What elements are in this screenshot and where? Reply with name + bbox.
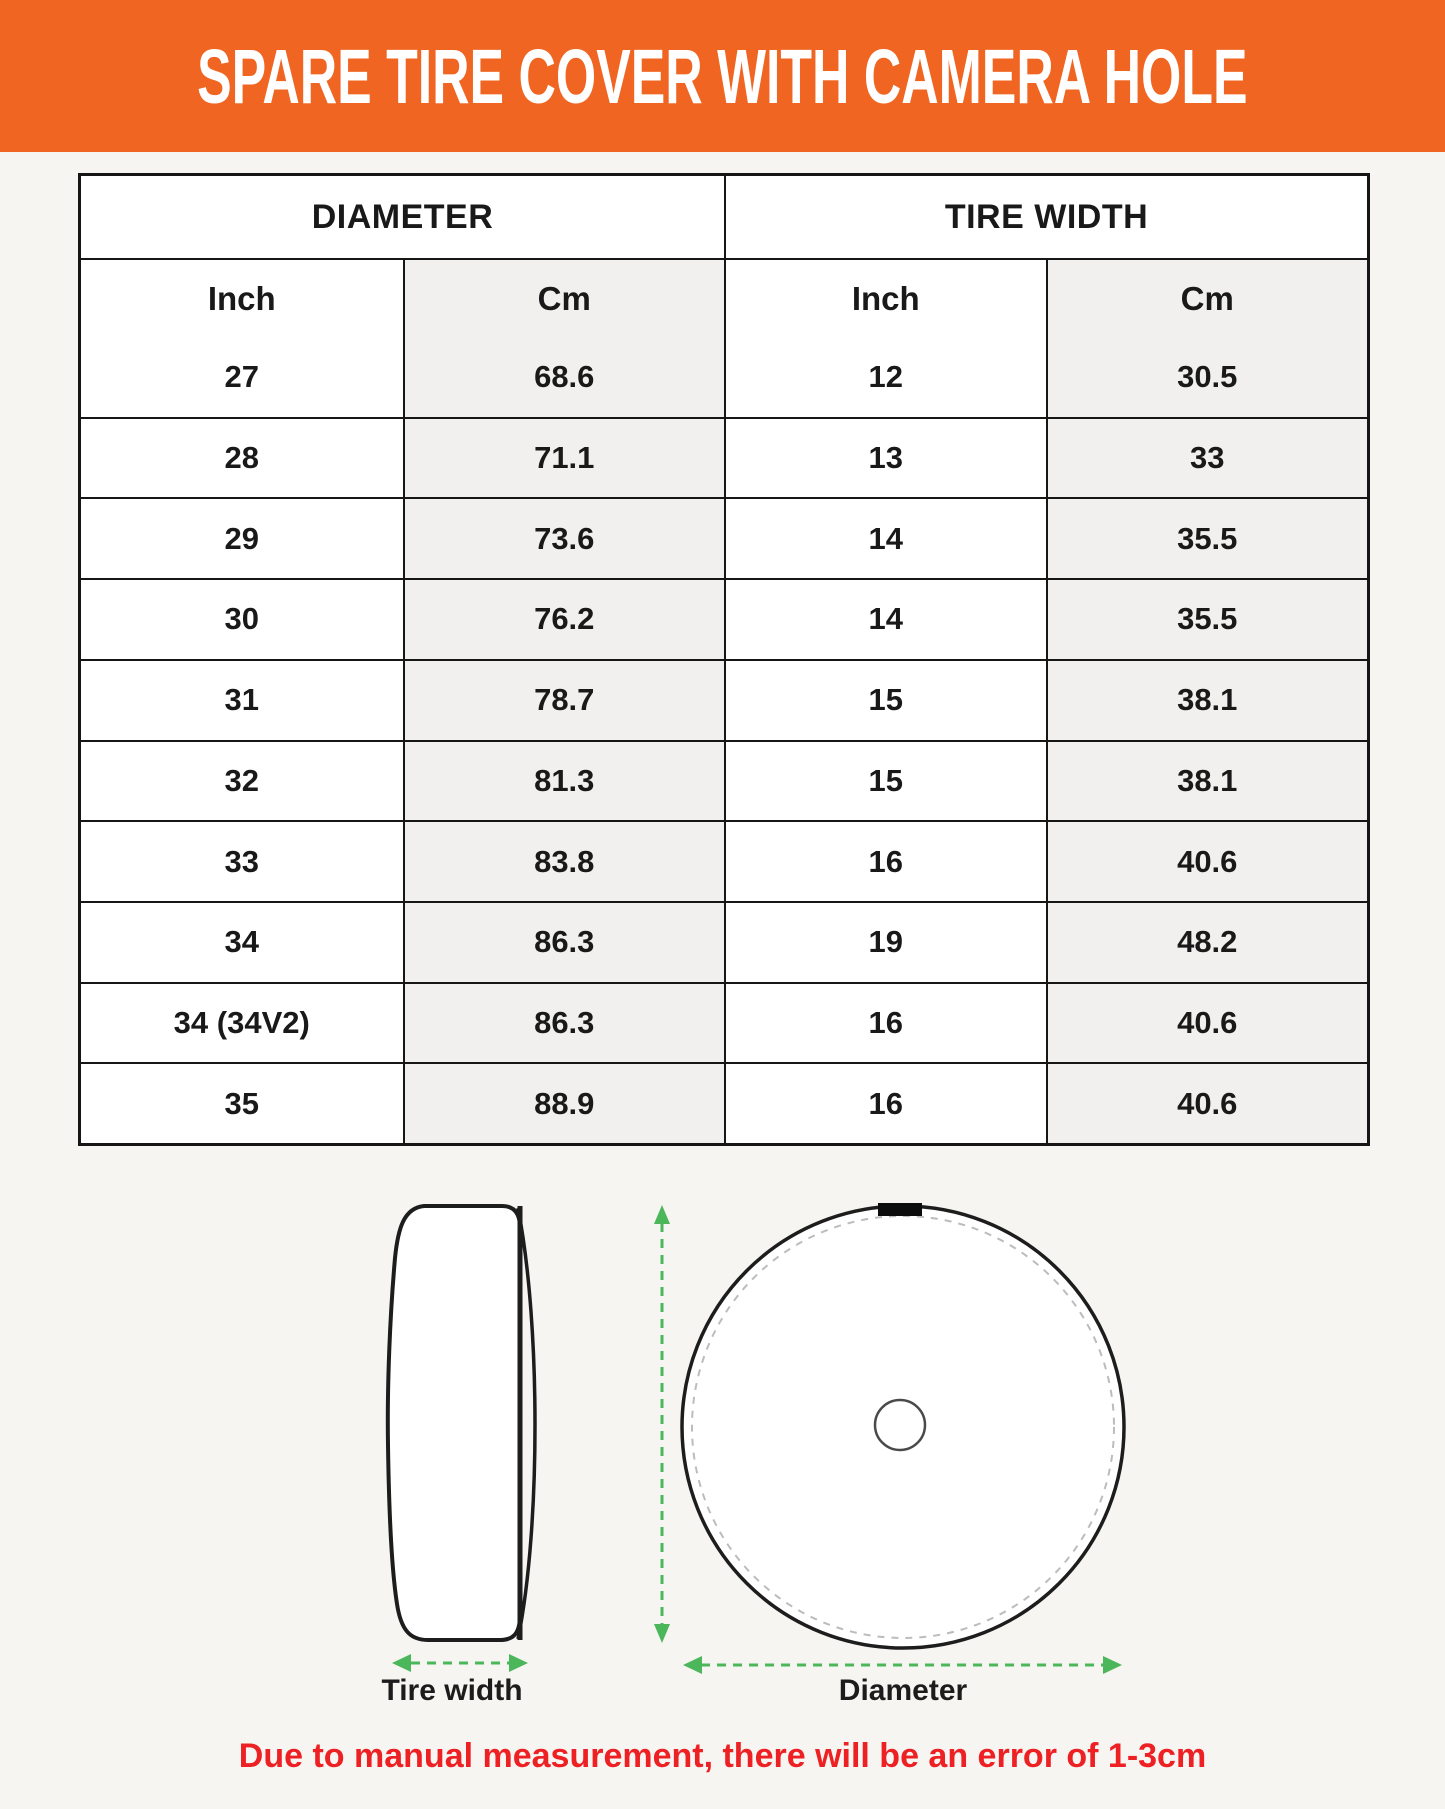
table-cell-width_cm: 40.6 <box>1046 1064 1368 1143</box>
table-row <box>81 901 1367 982</box>
tire-width-arrow <box>392 1654 528 1672</box>
table-cell-width_inch: 15 <box>724 661 1046 740</box>
table-row <box>81 982 1367 1063</box>
diameter-label: Diameter <box>838 1674 968 1707</box>
column-group-diameter: DIAMETER <box>81 176 724 258</box>
table-cell-diameter_cm: 86.3 <box>403 984 725 1063</box>
table-cell-width_cm: 38.1 <box>1046 742 1368 821</box>
table-cell-width_inch: 16 <box>724 984 1046 1063</box>
table-cell-diameter_cm: 86.3 <box>403 903 725 982</box>
table-row <box>81 578 1367 659</box>
table-row <box>81 417 1367 498</box>
table-subheader-row <box>81 258 1367 338</box>
column-group-tire-width: TIRE WIDTH <box>724 176 1367 258</box>
table-row <box>81 1062 1367 1143</box>
table-cell-width_cm: 33 <box>1046 419 1368 498</box>
table-cell-width_inch: 16 <box>724 822 1046 901</box>
table-cell-diameter_inch: 34 <box>81 903 403 982</box>
tire-width-label: Tire width <box>381 1674 523 1707</box>
size-chart-table <box>78 173 1370 1146</box>
table-cell-width_inch: 12 <box>724 338 1046 417</box>
table-cell-width_inch: 15 <box>724 742 1046 821</box>
table-row <box>81 740 1367 821</box>
table-cell-diameter_cm: 83.8 <box>403 822 725 901</box>
table-cell-diameter_cm: 76.2 <box>403 580 725 659</box>
table-cell-diameter_cm: 71.1 <box>403 419 725 498</box>
table-cell-width_cm: 48.2 <box>1046 903 1368 982</box>
table-cell-diameter_inch: 32 <box>81 742 403 821</box>
table-cell-width_cm: 40.6 <box>1046 984 1368 1063</box>
table-cell-diameter_inch: 33 <box>81 822 403 901</box>
table-cell-diameter_cm: 88.9 <box>403 1064 725 1143</box>
table-cell-diameter_inch: 34 (34V2) <box>81 984 403 1063</box>
table-row <box>81 497 1367 578</box>
measurement-note: Due to manual measurement, there will be an error of 1-3cm <box>238 1737 1207 1775</box>
column-header-diameter-inch: Inch <box>81 260 403 338</box>
table-cell-width_inch: 13 <box>724 419 1046 498</box>
column-header-diameter-cm: Cm <box>403 260 725 338</box>
table-cell-width_inch: 16 <box>724 1064 1046 1143</box>
diameter-horizontal-arrow <box>683 1656 1122 1674</box>
table-cell-diameter_inch: 27 <box>81 338 403 417</box>
diameter-vertical-arrow <box>654 1205 670 1643</box>
table-cell-width_cm: 30.5 <box>1046 338 1368 417</box>
table-cell-diameter_inch: 31 <box>81 661 403 740</box>
table-cell-width_cm: 35.5 <box>1046 580 1368 659</box>
table-cell-width_cm: 35.5 <box>1046 499 1368 578</box>
table-cell-width_inch: 14 <box>724 499 1046 578</box>
table-cell-diameter_inch: 29 <box>81 499 403 578</box>
camera-hole <box>875 1400 925 1450</box>
table-cell-diameter_cm: 73.6 <box>403 499 725 578</box>
table-cell-diameter_inch: 28 <box>81 419 403 498</box>
table-row <box>81 659 1367 740</box>
tire-side-view <box>388 1206 535 1640</box>
tire-front-view <box>682 1203 1124 1648</box>
banner <box>0 0 1445 152</box>
table-cell-diameter_cm: 81.3 <box>403 742 725 821</box>
table-row <box>81 338 1367 417</box>
table-cell-diameter_inch: 35 <box>81 1064 403 1143</box>
valve-notch <box>878 1203 922 1216</box>
table-cell-diameter_inch: 30 <box>81 580 403 659</box>
table-cell-width_cm: 38.1 <box>1046 661 1368 740</box>
table-cell-width_inch: 14 <box>724 580 1046 659</box>
table-group-header-row <box>81 176 1367 258</box>
page-title: SPARE TIRE COVER WITH CAMERA HOLE <box>197 32 1248 120</box>
table-cell-width_inch: 19 <box>724 903 1046 982</box>
table-cell-width_cm: 40.6 <box>1046 822 1368 901</box>
table-row <box>81 820 1367 901</box>
column-header-width-cm: Cm <box>1046 260 1368 338</box>
table-cell-diameter_cm: 78.7 <box>403 661 725 740</box>
column-header-width-inch: Inch <box>724 260 1046 338</box>
table-cell-diameter_cm: 68.6 <box>403 338 725 417</box>
tire-cover-diagram <box>0 1150 1445 1770</box>
